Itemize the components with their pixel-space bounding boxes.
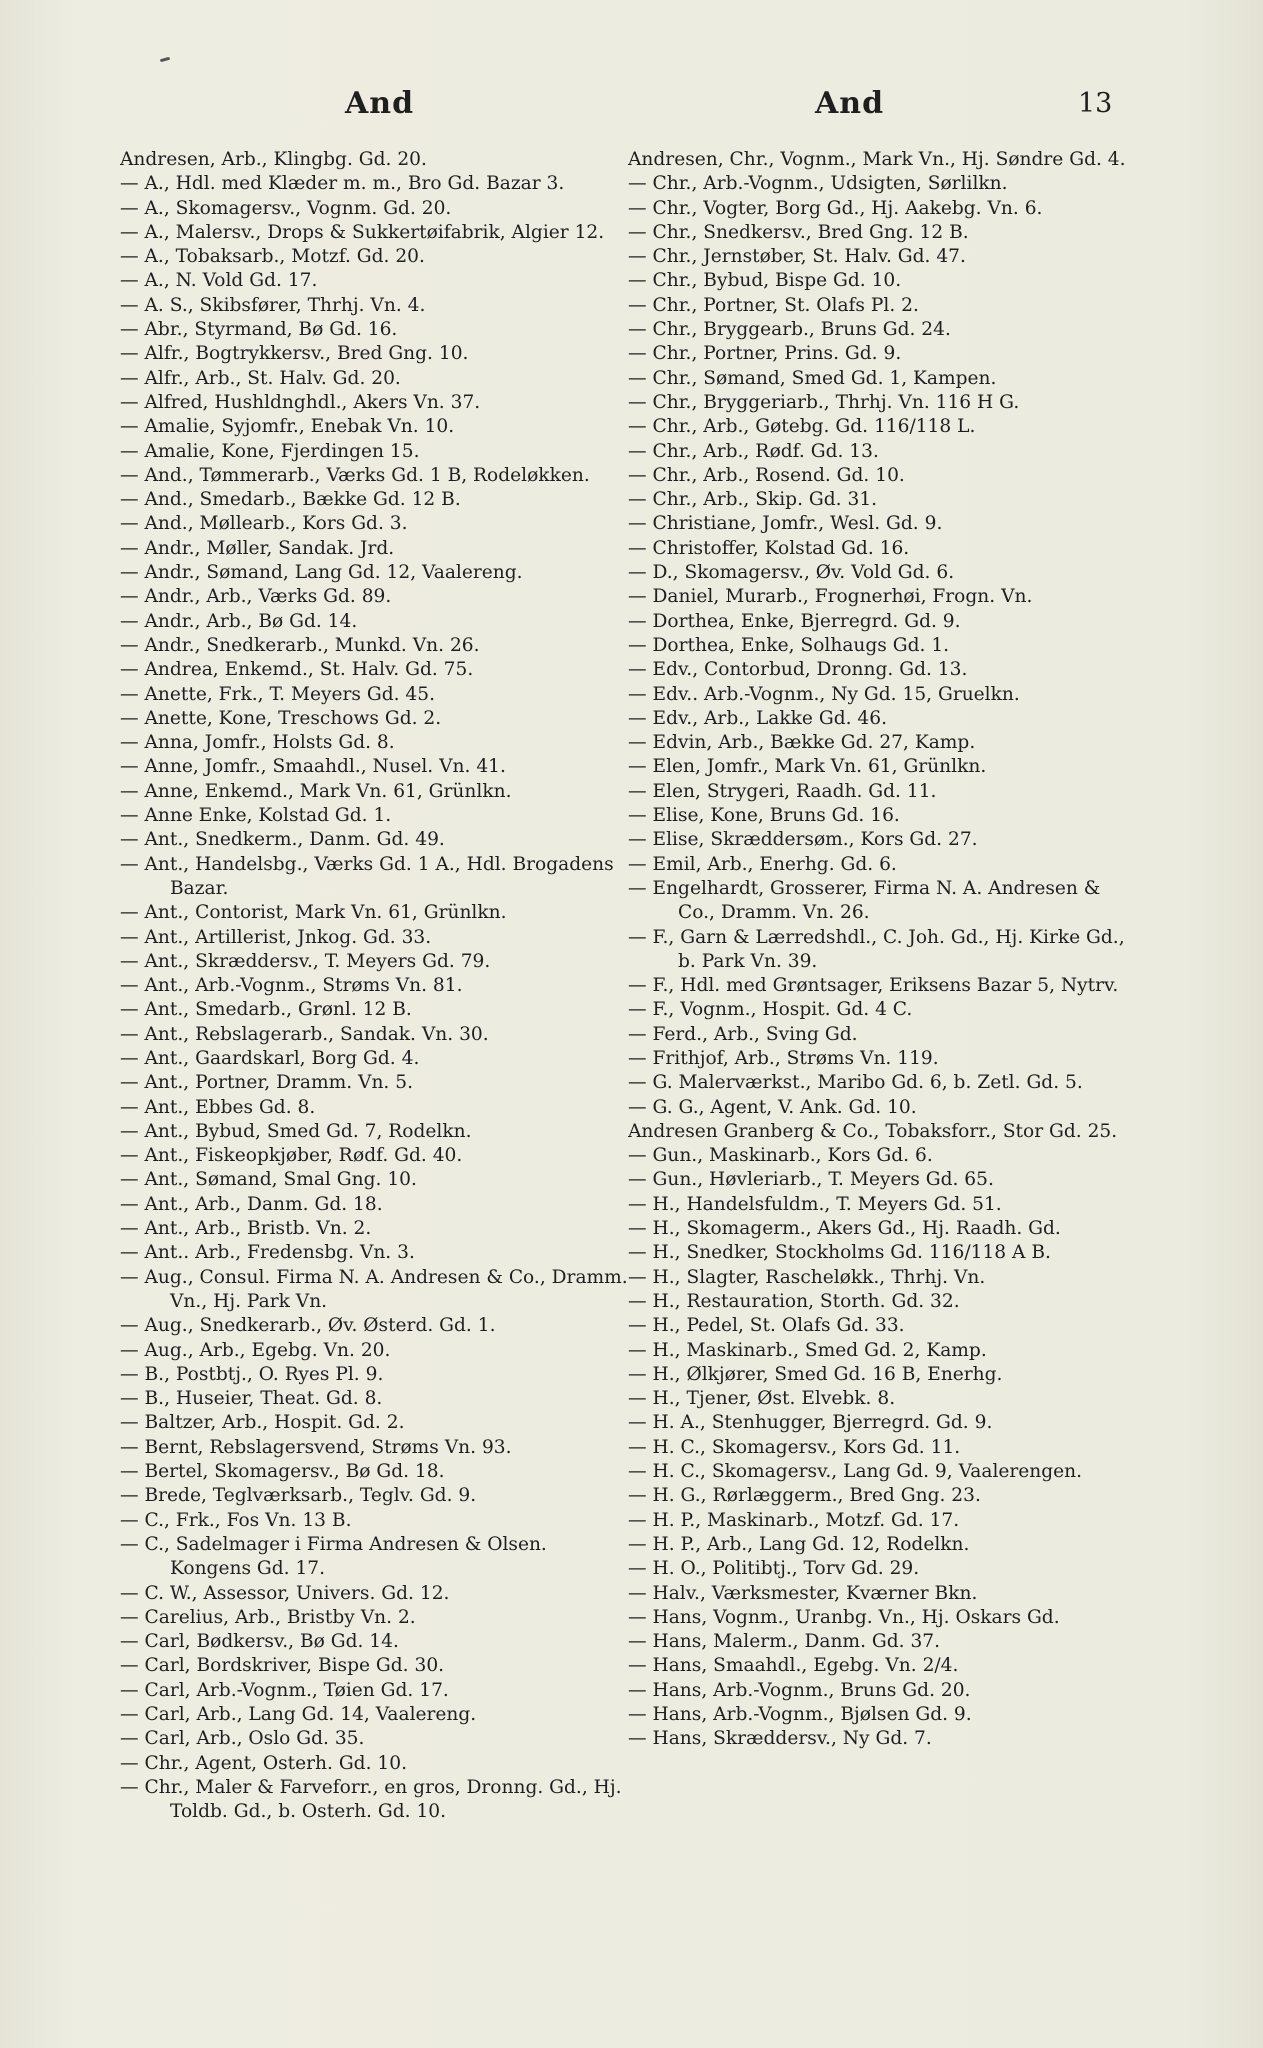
directory-entry: — Andr., Snedkerarb., Munkd. Vn. 26. xyxy=(120,634,480,656)
directory-entry: — Gun., Maskinarb., Kors Gd. 6. xyxy=(628,1145,933,1167)
directory-entry: — H. G., Rørlæggerm., Bred Gng. 23. xyxy=(628,1485,981,1507)
directory-entry: — Edv., Arb., Lakke Gd. 46. xyxy=(628,707,887,729)
directory-entry: — Chr., Maler & Farveforr., en gros, Dronng. Gd., Hj. Toldb. Gd., b. Osterh. Gd. 10. xyxy=(120,1776,622,1823)
directory-entry: — H., Slagter, Rascheløkk., Thrhj. Vn. xyxy=(628,1266,986,1288)
directory-entry: — Christiane, Jomfr., Wesl. Gd. 9. xyxy=(628,513,943,535)
right-column xyxy=(628,148,1138,1928)
directory-entry: — Alfred, Hushldnghdl., Akers Vn. 37. xyxy=(120,391,481,413)
directory-entry: — Christoffer, Kolstad Gd. 16. xyxy=(628,537,910,559)
directory-entry: — H. A., Stenhugger, Bjerregrd. Gd. 9. xyxy=(628,1412,993,1434)
directory-entry: — Ant., Gaardskarl, Borg Gd. 4. xyxy=(120,1047,420,1069)
directory-entry: — Carl, Arb., Lang Gd. 14, Vaalereng. xyxy=(120,1704,477,1725)
directory-entry: — H., Restauration, Storth. Gd. 32. xyxy=(628,1290,960,1312)
right-guide-word: And xyxy=(815,86,885,121)
directory-entry: — Engelhardt, Grosserer, Firma N. A. Andresen & Co., Dramm. Vn. 26. xyxy=(628,877,1101,924)
directory-entry: — F., Garn & Lærredshdl., C. Joh. Gd., Hj. Kirke Gd., b. Park Vn. 39. xyxy=(628,926,1125,972)
directory-entry: — Elise, Kone, Bruns Gd. 16. xyxy=(628,805,900,827)
directory-entry: — Ant., Rebslagerarb., Sandak. Vn. 30. xyxy=(120,1023,489,1045)
directory-entry: — And., Møllearb., Kors Gd. 3. xyxy=(120,513,408,535)
directory-entry: — Carl, Bødkersv., Bø Gd. 14. xyxy=(120,1631,399,1653)
directory-entry: — H. C., Skomagersv., Lang Gd. 9, Vaalerengen. xyxy=(628,1461,1083,1483)
directory-entry: — F., Vognm., Hospit. Gd. 4 C. xyxy=(628,999,913,1021)
directory-entry: — Ant., Arb.-Vognm., Strøms Vn. 81. xyxy=(120,975,463,997)
directory-entry: — C. W., Assessor, Univers. Gd. 12. xyxy=(120,1582,450,1604)
directory-entry: — Andr., Arb., Værks Gd. 89. xyxy=(120,586,392,608)
directory-entry: — A., N. Vold Gd. 17. xyxy=(120,270,318,292)
directory-entry: — Ant., Sømand, Smal Gng. 10. xyxy=(120,1169,417,1191)
directory-entry: — H., Snedker, Stockholms Gd. 116/118 A B. xyxy=(628,1242,1051,1264)
directory-entry: — H., Handelsfuldm., T. Meyers Gd. 51. xyxy=(628,1193,1002,1215)
directory-entry: — D., Skomagersv., Øv. Vold Gd. 6. xyxy=(628,562,955,584)
directory-entry: — Baltzer, Arb., Hospit. Gd. 2. xyxy=(120,1412,405,1434)
directory-entry: — Ant., Portner, Dramm. Vn. 5. xyxy=(120,1072,413,1094)
directory-entry: — Anne, Enkemd., Mark Vn. 61, Grünlkn. xyxy=(120,780,512,802)
directory-entry: — Brede, Teglværksarb., Teglv. Gd. 9. xyxy=(120,1485,477,1507)
directory-entry: — A., Malersv., Drops & Sukkertøifabrik, Algier 12. xyxy=(120,221,605,243)
directory-entry: — Hans, Arb.-Vognm., Bruns Gd. 20. xyxy=(628,1679,971,1701)
directory-entry: Andresen Granberg & Co., Tobaksforr., Stor Gd. 25. xyxy=(628,1120,1118,1142)
directory-entry: — Andrea, Enkemd., St. Halv. Gd. 75. xyxy=(120,659,474,681)
directory-entry: — Chr., Portner, St. Olafs Pl. 2. xyxy=(628,294,919,316)
ink-smudge xyxy=(160,57,170,62)
directory-entry: — Chr., Arb., Skip. Gd. 31. xyxy=(628,489,878,511)
directory-entry: — And., Smedarb., Bække Gd. 12 B. xyxy=(120,489,461,511)
page-number: 13 xyxy=(1078,88,1113,119)
directory-entry: — Anne Enke, Kolstad Gd. 1. xyxy=(120,805,392,827)
directory-entry: — Andr., Arb., Bø Gd. 14. xyxy=(120,610,358,632)
directory-entry: — Chr., Arb., Gøtebg. Gd. 116/118 L. xyxy=(628,416,976,438)
directory-entry: — Ant., Arb., Danm. Gd. 18. xyxy=(120,1193,383,1215)
directory-entry: — Carelius, Arb., Bristby Vn. 2. xyxy=(120,1606,416,1628)
directory-entry: — H., Tjener, Øst. Elvebk. 8. xyxy=(628,1388,896,1410)
directory-entry: — Abr., Styrmand, Bø Gd. 16. xyxy=(120,319,398,341)
directory-entry: — Gun., Høvleriarb., T. Meyers Gd. 65. xyxy=(628,1169,994,1191)
directory-entry: — G. Malerværkst., Maribo Gd. 6, b. Zetl. Gd. 5. xyxy=(628,1072,1083,1094)
directory-entry: — Amalie, Syjomfr., Enebak Vn. 10. xyxy=(120,416,455,438)
directory-entry: — H., Maskinarb., Smed Gd. 2, Kamp. xyxy=(628,1339,987,1361)
directory-entry: — Edvin, Arb., Bække Gd. 27, Kamp. xyxy=(628,732,976,754)
directory-entry: — Hans, Malerm., Danm. Gd. 37. xyxy=(628,1631,941,1653)
directory-entry: — Edv., Contorbud, Dronng. Gd. 13. xyxy=(628,659,968,681)
directory-entry: — Hans, Arb.-Vognm., Bjølsen Gd. 9. xyxy=(628,1704,972,1725)
directory-entry: — F., Hdl. med Grøntsager, Eriksens Bazar 5, Nytrv. xyxy=(628,975,1119,997)
directory-entry: — Aug., Snedkerarb., Øv. Østerd. Gd. 1. xyxy=(120,1315,496,1337)
directory-entry: — Ant., Snedkerm., Danm. Gd. 49. xyxy=(120,829,445,851)
directory-entry: — H., Skomagerm., Akers Gd., Hj. Raadh. Gd. xyxy=(628,1218,1061,1240)
directory-entry: — H. O., Politibtj., Torv Gd. 29. xyxy=(628,1558,920,1580)
directory-entry: — Amalie, Kone, Fjerdingen 15. xyxy=(120,440,420,462)
directory-entry: — Aug., Consul. Firma N. A. Andresen & Co., Dramm. Vn., Hj. Park Vn. xyxy=(120,1266,628,1312)
directory-entry: — Hans, Vognm., Uranbg. Vn., Hj. Oskars Gd. xyxy=(628,1606,1060,1628)
directory-entry: — H., Pedel, St. Olafs Gd. 33. xyxy=(628,1315,905,1337)
directory-entry: — Chr., Arb., Rødf. Gd. 13. xyxy=(628,440,879,462)
directory-entry: — Bertel, Skomagersv., Bø Gd. 18. xyxy=(120,1461,445,1483)
directory-entry: — H., Ølkjører, Smed Gd. 16 B, Enerhg. xyxy=(628,1363,1003,1385)
directory-entry: — Ant.. Arb., Fredensbg. Vn. 3. xyxy=(120,1242,415,1264)
directory-entry: — Edv.. Arb.-Vognm., Ny Gd. 15, Gruelkn. xyxy=(628,683,1020,705)
directory-entry: — Hans, Skræddersv., Ny Gd. 7. xyxy=(628,1728,932,1750)
directory-entry: — Chr., Jernstøber, St. Halv. Gd. 47. xyxy=(628,246,966,268)
directory-entry: — Elen, Strygeri, Raadh. Gd. 11. xyxy=(628,780,937,802)
directory-entry: — H. P., Arb., Lang Gd. 12, Rodelkn. xyxy=(628,1533,970,1555)
directory-entry: — Halv., Værksmester, Kværner Bkn. xyxy=(628,1582,978,1604)
directory-entry: — Ant., Fiskeopkjøber, Rødf. Gd. 40. xyxy=(120,1145,463,1167)
directory-entry: — Chr., Bryggeriarb., Thrhj. Vn. 116 H G. xyxy=(628,391,1020,413)
directory-entry: — Chr., Bybud, Bispe Gd. 10. xyxy=(628,270,902,292)
left-column xyxy=(120,148,630,1928)
directory-entry: — Chr., Bryggearb., Bruns Gd. 24. xyxy=(628,319,951,341)
directory-entry: — Alfr., Arb., St. Halv. Gd. 20. xyxy=(120,367,401,389)
directory-entry: — Ant., Ebbes Gd. 8. xyxy=(120,1096,316,1118)
directory-entry: — Anna, Jomfr., Holsts Gd. 8. xyxy=(120,732,395,754)
directory-entry: — Ant., Smedarb., Grønl. 12 B. xyxy=(120,999,412,1021)
directory-entry: — B., Postbtj., O. Ryes Pl. 9. xyxy=(120,1363,384,1385)
directory-entry: — Ant., Handelsbg., Værks Gd. 1 A., Hdl. Brogadens Bazar. xyxy=(120,853,614,899)
directory-entry: — Carl, Arb.-Vognm., Tøien Gd. 17. xyxy=(120,1679,449,1701)
directory-entry: — Chr., Arb.-Vognm., Udsigten, Sørlilkn. xyxy=(628,173,1008,195)
directory-entry: — Dorthea, Enke, Solhaugs Gd. 1. xyxy=(628,634,950,656)
directory-entry: — Ferd., Arb., Sving Gd. xyxy=(628,1023,858,1045)
directory-entry: — H. C., Skomagersv., Kors Gd. 11. xyxy=(628,1436,961,1458)
directory-entry: — Daniel, Murarb., Frognerhøi, Frogn. Vn. xyxy=(628,586,1033,608)
directory-entry: — Anette, Frk., T. Meyers Gd. 45. xyxy=(120,683,435,705)
directory-entry: — Anette, Kone, Treschows Gd. 2. xyxy=(120,707,442,729)
directory-entry: — Andr., Møller, Sandak. Jrd. xyxy=(120,537,395,559)
directory-entry: — Chr., Portner, Prins. Gd. 9. xyxy=(628,343,902,365)
directory-entry: — B., Huseier, Theat. Gd. 8. xyxy=(120,1388,383,1410)
directory-entry: — Aug., Arb., Egebg. Vn. 20. xyxy=(120,1339,391,1361)
directory-entry: — Anne, Jomfr., Smaahdl., Nusel. Vn. 41. xyxy=(120,756,506,778)
directory-entry: — Chr., Sømand, Smed Gd. 1, Kampen. xyxy=(628,367,997,389)
directory-entry: — Andr., Sømand, Lang Gd. 12, Vaalereng. xyxy=(120,562,523,584)
directory-entry: — Ant., Bybud, Smed Gd. 7, Rodelkn. xyxy=(120,1120,472,1142)
directory-entry: — Ant., Artillerist, Jnkog. Gd. 33. xyxy=(120,926,432,948)
directory-entry: — Ant., Arb., Bristb. Vn. 2. xyxy=(120,1218,372,1240)
directory-entry: — C., Sadelmager i Firma Andresen & Olsen. Kongens Gd. 17. xyxy=(120,1533,547,1580)
directory-entry: — Ant., Contorist, Mark Vn. 61, Grünlkn. xyxy=(120,902,507,924)
directory-entry: — A. S., Skibsfører, Thrhj. Vn. 4. xyxy=(120,294,426,316)
directory-entry: — A., Hdl. med Klæder m. m., Bro Gd. Bazar 3. xyxy=(120,173,565,195)
directory-entry: — C., Frk., Fos Vn. 13 B. xyxy=(120,1509,352,1531)
left-guide-word: And xyxy=(345,86,415,121)
directory-entry: — Elise, Skræddersøm., Kors Gd. 27. xyxy=(628,829,978,851)
directory-entry: — Hans, Smaahdl., Egebg. Vn. 2/4. xyxy=(628,1655,959,1677)
page-header xyxy=(0,86,1263,126)
directory-entry: Andresen, Arb., Klingbg. Gd. 20. xyxy=(120,149,427,170)
directory-entry: — Bernt, Rebslagersvend, Strøms Vn. 93. xyxy=(120,1436,512,1458)
directory-entry: — And., Tømmerarb., Værks Gd. 1 B, Rodeløkken. xyxy=(120,464,590,486)
directory-entry: — Emil, Arb., Enerhg. Gd. 6. xyxy=(628,853,897,875)
directory-entry: — Chr., Vogter, Borg Gd., Hj. Aakebg. Vn. 6. xyxy=(628,197,1043,219)
directory-entry: — G. G., Agent, V. Ank. Gd. 10. xyxy=(628,1096,917,1118)
directory-entry: — A., Tobaksarb., Motzf. Gd. 20. xyxy=(120,246,425,268)
directory-entry: Andresen, Chr., Vognm., Mark Vn., Hj. Søndre Gd. 4. xyxy=(628,149,1126,170)
directory-entry: — Chr., Snedkersv., Bred Gng. 12 B. xyxy=(628,221,969,243)
directory-entry: — Dorthea, Enke, Bjerregrd. Gd. 9. xyxy=(628,610,961,632)
directory-entry: — Carl, Arb., Oslo Gd. 35. xyxy=(120,1728,365,1750)
directory-entry: — H. P., Maskinarb., Motzf. Gd. 17. xyxy=(628,1509,960,1531)
directory-entry: — Chr., Arb., Rosend. Gd. 10. xyxy=(628,464,905,486)
directory-entry: — Elen, Jomfr., Mark Vn. 61, Grünlkn. xyxy=(628,756,987,778)
directory-entry: — A., Skomagersv., Vognm. Gd. 20. xyxy=(120,197,452,219)
directory-entry: — Chr., Agent, Osterh. Gd. 10. xyxy=(120,1752,407,1774)
directory-entry: — Frithjof, Arb., Strøms Vn. 119. xyxy=(628,1047,939,1069)
directory-entry: — Alfr., Bogtrykkersv., Bred Gng. 10. xyxy=(120,343,469,365)
directory-entry: — Carl, Bordskriver, Bispe Gd. 30. xyxy=(120,1655,445,1677)
directory-entry: — Ant., Skræddersv., T. Meyers Gd. 79. xyxy=(120,950,491,972)
